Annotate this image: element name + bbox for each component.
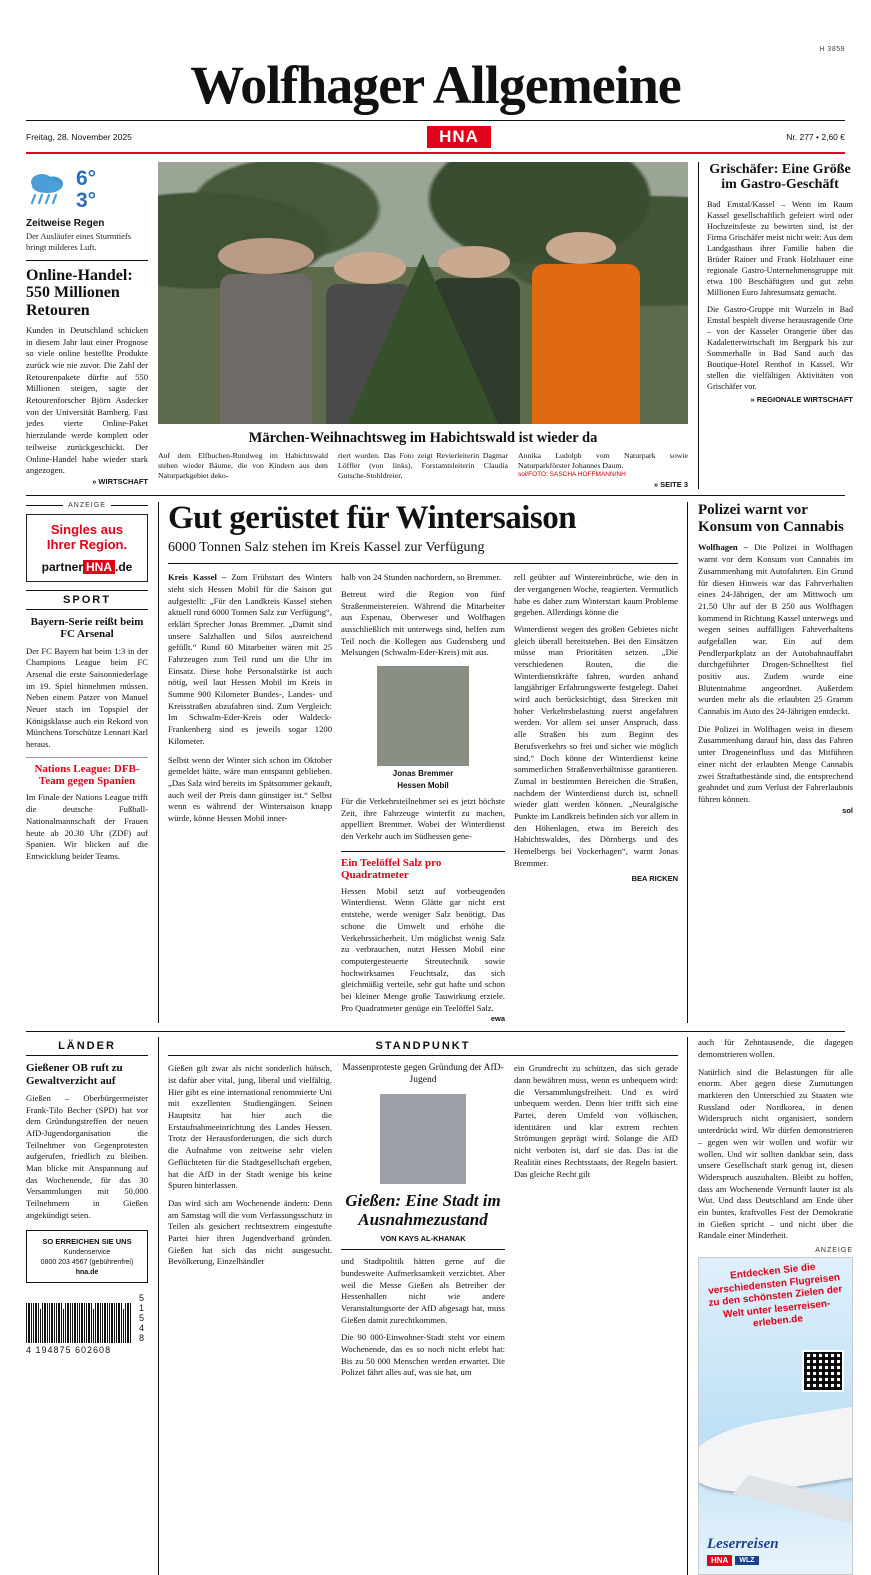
temp-high: 6° [76, 167, 97, 190]
partner-ad[interactable] [26, 514, 148, 582]
barcode-bars [26, 1303, 131, 1343]
laender-body: Gießen – Oberbürgermeister Frank-Tilo Becher (SPD) hat vor dem Gründungstreffen der neuen AfD-Jugendorganisation die Teilnehmer von Gegenprotesten aufgerufen, friedlich zu bleiben. Man blicke mit Anspannung auf das Wochenende, für das 30 Versammlungen mit 50.000 Teilnehmern in Gießen angekündigt seien. [26, 1092, 148, 1220]
main-col3-p2: Winterdienst wegen des großen Gebietes nicht gleich überall bereitstehen. Bei den Einsätzen müsse man Prioritäten setzen. „Die verschiedenen Routen, die die Winterdienstkräfte fahren, wurden anhand langjähriger Erfahrungswerte festgelegt. Dabei wird auch berücksichtigt, dass Strecken mit hoher Verkehrsbelastung zuerst angefahren werden. Vor allem sei unser Anspruch, dass alle Straßen bis zum Beginn des Berufsverkehrs so frei und sicher wie möglich sind.“ Doch könne der Winterdienst keine sommerlichen Straßenverhältnisse garantieren. Zumal in bestimmten Bereichen die Straßen, nachdem der Winterdienst durch ist, schnell wieder glatt werden können. „Neuralgische Punkte im Landkreis befinden sich vor allem in den Höhenlagen, etwa im Bereich des Habichtswaldes, des Dörnbergs und des Hemelbergs bei Vockerhagen“, warnt Jonas Bremmer. [514, 623, 678, 868]
anzeige-label-row [26, 502, 148, 509]
commentary-author: VON KAYS AL-KHANAK [380, 1234, 466, 1244]
qr-code[interactable] [802, 1350, 844, 1392]
leserreisen-text: Leserreisen [707, 1536, 779, 1552]
contact-line1: Kundenservice [63, 1248, 111, 1256]
main-col1-lead: Kreis Kassel – [168, 572, 232, 583]
main-col3-p1: rell geübter auf Wintereinbrüche, wie den in der vergangenen Woche, reagierten. Vermutlich habe es daher zum Winterstart kaum Probleme gegeben. Allerdings könne die [514, 572, 678, 618]
page-title: Wolfhager Allgemeine [190, 55, 681, 115]
main-subhead: 6000 Tonnen Salz stehen im Kreis Kassel zur Verfügung [168, 540, 485, 556]
travel-hna-logo: HNA [707, 1555, 732, 1566]
section-two [26, 496, 853, 1024]
main-col2-p1: halb von 24 Stunden nachordern, so Bremmer. [341, 572, 501, 583]
weather-text: Der Ausläufer eines Sturmtiefs bringt milderes Luft. [26, 231, 132, 253]
commentary-col-b: ein Grundrecht zu schützen, das sich gerade dann bewähren muss, wenn es unbequem wird: die Versammlungsfreiheit. Und es wird unbequem werden. Denn hier trifft sich eine Partei, deren Umfeld von völkischen, identitären und klar extrem rechten Strömungen geprägt wird. Solange die AfD nicht verboten ist, darf sie das. Das ist die Realität eines Rechtsstaats, der Regeln basiert. Das gleiche Recht gilt [514, 1063, 678, 1179]
travel-ad-headline: Entdecken Sie die verschiedensten Flugreisen zu den schönsten Zielen der Welt unter leserreisen-erleben.de [707, 1261, 843, 1330]
person-figure [532, 264, 640, 424]
portrait-photo [377, 666, 469, 766]
main-story-columns [168, 572, 678, 1023]
standpunkt-col-2 [341, 1063, 505, 1379]
commentary-col-a2: Die 90 000-Einwohner-Stadt steht vor einem Wochenende, das es so noch nicht erlebt hat: Bis zu 50 000 Menschen werden erwartet. Die Polizei fährt alles auf, was sie hat, um [341, 1332, 505, 1378]
grischaefer-headline[interactable]: Grischäfer: Eine Größe im Gastro-Geschäft [709, 162, 851, 193]
rain-cloud-icon [26, 168, 70, 210]
publication-date: Freitag, 28. November 2025 [26, 132, 132, 142]
masthead-meta [26, 121, 845, 152]
lead-photo-block [158, 162, 688, 489]
person-figure [220, 274, 312, 424]
portrait-role: Hessen Mobil [397, 781, 449, 790]
main-story [158, 502, 688, 1023]
polizei-story [698, 502, 853, 1023]
grischaefer-body-2: Die Gastro-Gruppe mit Wurzeln in Bad Emstal bespielt diverse herausragende Orte – von der Kasseler Orangerie über das Kadaletterwirtschaft im Bergpark bis zur Sommerhalle in Bad Sand auch das Boutique-Hotel Renthof in Kassel. Wir stellen die vielfältigen Aktivitäten von Grischäfer vor. [707, 305, 853, 392]
standpunkt-col-1 [168, 1063, 332, 1379]
left-column-top [26, 162, 148, 489]
main-headline[interactable]: Gut gerüstet für Wintersaison [168, 500, 577, 537]
sport-item2-body: Im Finale der Nations League trifft die deutsche Fußball-Nationalmannschaft der Frauen heute ab 20.30 Uhr (ZDF) auf Spanien. Wir blicken auf die Entwicklung beider Teams. [26, 792, 148, 861]
online-handel-more[interactable]: » WIRTSCHAFT [92, 476, 148, 486]
standpunkt-intro: Massenproteste gegen Gründung der AfD-Jugend [342, 1063, 504, 1086]
contact-box[interactable] [26, 1230, 148, 1283]
main-col2-p3: Für die Verkehrsteilnehmer sei es jetzt höchste Zeit, ihre Fahrzeuge winterfit zu machen, appelliert Bremmer. Wobei der Winterdienst den Verkehr auch im Südhessen gene- [341, 796, 505, 842]
sport-item1-headline[interactable]: Bayern-Serie reißt beim FC Arsenal [30, 616, 144, 641]
main-col1-p1: Zum Frühstart des Winters sieht sich Hessen Mobil für die Saison gut aufgestellt: „Für den Landkreis Kassel stehen aktuell rund 6000 Tonnen Salz zur Verfügung“, erklärt Sprecher Jonas Bremmer. „Damit sind unsere Salzhallen und Silos ausreichend gefüllt.“ Rund 60 Mitarbeiter wären mit 25 Fahrzeugen zum Teil rund um die Uhr im Einsatz. Diese hohe Personalstärke ist auch nötig, weil laut Hessen Mobil im Kreis in Summe 900 Kilometer Bundes-, Landes- und Kreisstraßen abzufahren sind. Zum Vergleich: Im Schwalm-Eder-Kreis oder Waldeck-Frankenberg sind es jeweils sogar 1200 Kilometer. [168, 572, 332, 746]
online-handel-body: Kunden in Deutschland schicken in diesem Jahr laut einer Prognose so viele online bestellte Produkte zurück wie nie zuvor. Die Zahl der Retourenpakete dürfte auf 550 Millionen steigen, sagte der Retourenforscher Björn Asdecker von der Universität Bamberg. Fast jedes vierte Online-Paket hierzulande werde komplett oder teilweise zurückgeschickt. Der Online-Handel habe wieder stark angezogen. [26, 324, 148, 476]
contact-line3[interactable]: hna.de [75, 1268, 99, 1276]
top-band [26, 154, 853, 489]
standpunkt-col-3 [514, 1063, 678, 1379]
caption-col-2: riert wurden. Das Foto zeigt Revierleiterin Dagmar Löffler (von links), Forstamtsleiterin Claudia Gutsche-Stohldreier, [338, 451, 508, 481]
issue-price: Nr. 277 • 2,60 € [786, 132, 845, 142]
main-col2-p2: Betreut wird die Region von fünf Straßenmeistereien. Während die Mitarbeiter aus Espenau, Oberweser und Wolfhagen ausschließlich mit unterwegs sind, helfen zum Teil noch die Kollegen aus Gudensberg und Melsungen (Schwalm-Eder-Kreis) mit aus. [341, 588, 505, 658]
polizei-headline[interactable]: Polizei warnt vor Konsum von Cannabis [698, 502, 844, 535]
barcode [26, 1293, 148, 1343]
main-col1-p2: Selbst wenn der Winter sich schon im Oktober gemeldet hätte, wäre man entspannt geblieben. „Das Salz wird bereits im Spätsommer gekauft, auch weil der Preis dann günstiger ist.“ Selbst wenn es während der Wintersaison knapp würde, könne Hessen Mobil inner- [168, 754, 332, 823]
lead-photo [158, 162, 688, 424]
commentator-portrait [380, 1094, 466, 1184]
barcode-number-bottom: 4 194875 602608 [26, 1344, 112, 1355]
section-three [26, 1032, 853, 1575]
salt-box-credit: ewa [490, 1014, 505, 1024]
photo-page-ref[interactable]: » SEITE 3 [653, 479, 688, 489]
ad-and-sport-column [26, 502, 148, 1023]
online-handel-headline[interactable]: Online-Handel: 550 Millionen Retouren [26, 267, 133, 319]
main-col-2 [341, 572, 505, 1023]
partner-brand-hna: HNA [83, 560, 115, 574]
polizei-lead: Wolfhagen – [698, 542, 755, 553]
travel-ad[interactable] [698, 1257, 853, 1575]
contact-title: SO ERREICHEN SIE UNS [42, 1236, 132, 1246]
laender-body-col2b: Das wird sich am Wochenende ändern: Denn am Samstag will die vom Verfassungsschutz in Teilen als gesichert rechtsextrem eingestufte Partei hier ihren Jugendverband gründen. Gießen hat sich das nicht ausgesucht. Bevölkerung, Einzelhändler [168, 1197, 332, 1267]
masthead-red-rule [26, 152, 845, 154]
laender-headline[interactable]: Gießener OB ruft zu Gewaltverzicht auf [26, 1062, 123, 1087]
edition-code: H 3859 [819, 46, 845, 53]
partner-brand-right: .de [115, 560, 133, 575]
polizei-p2: Die Polizei in Wolfhagen weist in diesem Zusammenhang darauf hin, dass das Fahren unter Drogeneinfluss und das Mitführen einer nicht der erlaubten Menge Cannabis zwei Straftatbestände sind, die entsprechend geahndet und zum Verlust der Fahrerlaubnis führen können. [698, 723, 853, 804]
partner-ad-brand [33, 560, 141, 574]
grischaefer-more[interactable]: » REGIONALE WIRTSCHAFT [750, 395, 853, 405]
photo-credit: sol/FOTO: SASCHA HOFFMANN/NH [518, 471, 626, 479]
barcode-number-top: 5 1 5 4 8 [139, 1292, 146, 1343]
sport-item1-body: Der FC Bayern hat beim 1:3 in der Champions League beim FC Arsenal die erste Saisonniederlage im 19. Spiel hinnehmen müssen. Neben einem Patzer von Manuel Neuer stach im Topspiel der Königsklasse auch ein Rekord von Münchens Torschütze Lennart Karl heraus. [26, 645, 148, 750]
partner-brand-left: partner [41, 560, 83, 575]
masthead [26, 0, 845, 154]
leserreisen-logo [707, 1536, 837, 1566]
contact-line2: 0800 203 4567 (gebührenfrei) [40, 1258, 134, 1266]
divider [26, 260, 148, 261]
weather-temps [76, 168, 96, 212]
commentary-col-c2: Natürlich sind die Belastungen für alle enorm. Aber gegen diese Zumutungen markieren den Unterschied zu Staaten wie Russland oder Nordkorea, in denen Widerspruch nicht organisiert, sondern unterdrückt wird. Wir dürfen demonstrieren – gegen wen wir wollen und wofür wir wollen. Und wir sollten dankbar sein, dass unsere Gesellschaft stark genug ist, diesen Widerspruch auszuhalten. Bleibt zu hoffen, dass am Wochenende Vernunft lauter ist als Wut. Und dass Deutschland am Ende über ein buntes, kraftvolles Fest der Demokratie in Gießen spricht – und nicht über die Randale einer Minderheit. [698, 1066, 853, 1241]
polizei-credit: sol [842, 805, 853, 815]
main-byline: BEA RICKEN [631, 874, 678, 884]
right-column-top [698, 162, 853, 489]
sport-section-tag: SPORT [63, 594, 111, 607]
hna-logo: HNA [427, 126, 491, 148]
salt-box-headline: Ein Teelöffel Salz pro Quadratmeter [341, 856, 442, 881]
weather-widget [26, 162, 148, 212]
portrait-name: Jonas Bremmer [392, 769, 454, 778]
main-col-3 [514, 572, 678, 1023]
commentary-col-a: und Stadtpolitik hätten gerne auf die bundesweite Aufmerksamkeit verzichtet. Aber weil die Messe Gießen als Betreiber der Hessenhallen nicht wie andere Veranstaltungsorte der AfD abgesagt hat, muss Gießen damit zurechtkommen. [341, 1256, 505, 1325]
caption-col-1: Auf dem Elfbuchen-Rundweg im Habichtswald stehen wieder Bäume, die von Kindern aus dem Naturparkgebiet deko- [158, 451, 328, 481]
main-col-1 [168, 572, 332, 1023]
anzeige-label-travel: ANZEIGE [815, 1247, 853, 1254]
salt-box-body: Hessen Mobil setzt auf vorbeugenden Winterdienst. Wenn Glätte gar nicht erst entstehe, werde weniger Salz benötigt. Das schone die Umwelt und erhöhe die Verkehrssicherheit. Um möglichst wenig Salz zu verbrauchen, nutzt Hessen Mobil eine computergesteuerte Streutechnik sowie hochwirksames Feuchtsalz, das sich gleichmäßig verteile, sehr gut hafte und schon bei kleiner Menge große Tauwirkung erziele. Pro Quadratmeter genüge ein Teelöffel Salz. [341, 885, 505, 1013]
commentary-col-c: auch für Zehntausende, die dagegen demonstrieren wollen. [698, 1037, 853, 1059]
temp-low: 3° [76, 189, 97, 213]
standpunkt-tag: STANDPUNKT [375, 1040, 471, 1053]
laender-tag: LÄNDER [58, 1040, 116, 1053]
polizei-p1: Die Polizei in Wolfhagen warnt vor dem Konsum von Cannabis im Zusammenhang mit Autofahrten. Ein Grund für diesen Hinweis war das Fahrverhalten eines 24-Jährigen, der am Mittwoch um 21.50 Uhr auf der B 250 aus Wolfhagen kommend in Richtung Kassel unterwegs und wegen seines auffälligen Fahrverhaltens aufgefallen war. Ein auf dem Pendlerparkplatz an der Autobahnauffahrt durchgeführter Drogen-Schnelltest fiel positiv aus. Zudem wurde eine Blutentnahme angeordnet. Außerdem wurden mehr als die erlaubten 25 Gramm Cannabis im Auto des 24-Jährigen entdeckt. [698, 542, 853, 717]
standpunkt-block [158, 1037, 688, 1575]
anzeige-label: ANZEIGE [68, 502, 106, 510]
travel-ad-column [698, 1037, 853, 1575]
partner-ad-line1: Singles aus [50, 522, 124, 538]
partner-ad-line2: Ihrer Region. [46, 536, 128, 552]
sport-item2-headline[interactable]: Nations League: DFB-Team gegen Spanien [34, 762, 140, 788]
travel-wlz-logo: WLZ [735, 1556, 758, 1565]
caption-col-3: Annika Ludolph vom Naturpark sowie Naturparkförster Johannes Daum. sol/FOTO: SASCHA HOFFMANN/NH » SEITE 3 [518, 451, 688, 489]
weather-condition: Zeitweise Regen [26, 218, 105, 230]
commentary-title[interactable]: Gießen: Eine Stadt im Ausnahmezustand [345, 1191, 501, 1230]
laender-column [26, 1037, 148, 1575]
laender-body-col2: Gießen gilt zwar als nicht sonderlich hübsch, ist dafür aber vital, jung, liberal und vielfältig. Hier gibt es eine international renommierte Uni mit exzellenten Studiengängen. Seinen Hauptsitz hat hier auch die Erstaufnahmeeinrichtung des Landes Hessen. Trotz der Herausforderungen, die sich durch die Aufnahme von zeitweise sehr vielen Geflüchteten für die Stadtgesellschaft ergeben, hat die AfD in der Stadt wenige bis keine Spuren hinterlassen. [168, 1063, 332, 1191]
grischaefer-body-1: Bad Emstal/Kassel – Wenn im Raum Kassel gesellschaftlich gefeiert wird oder Hochzeitsfeste zu bewirten sind, ist der Firma Grischäfer meist nicht weit: Aus dem Landgasthaus ihrer Familie haben die Brüder Rainer und Frank Holzhauer eine regionale Gastro-Unternehmensgruppe mit etwa 100 Beschäftigten und gut zehn Millionen Euro Jahresumsatz gemacht. [707, 199, 853, 298]
photo-caption [158, 451, 688, 489]
photo-caption-headline: Märchen-Weihnachtsweg im Habichtswald ist wieder da [248, 430, 598, 446]
